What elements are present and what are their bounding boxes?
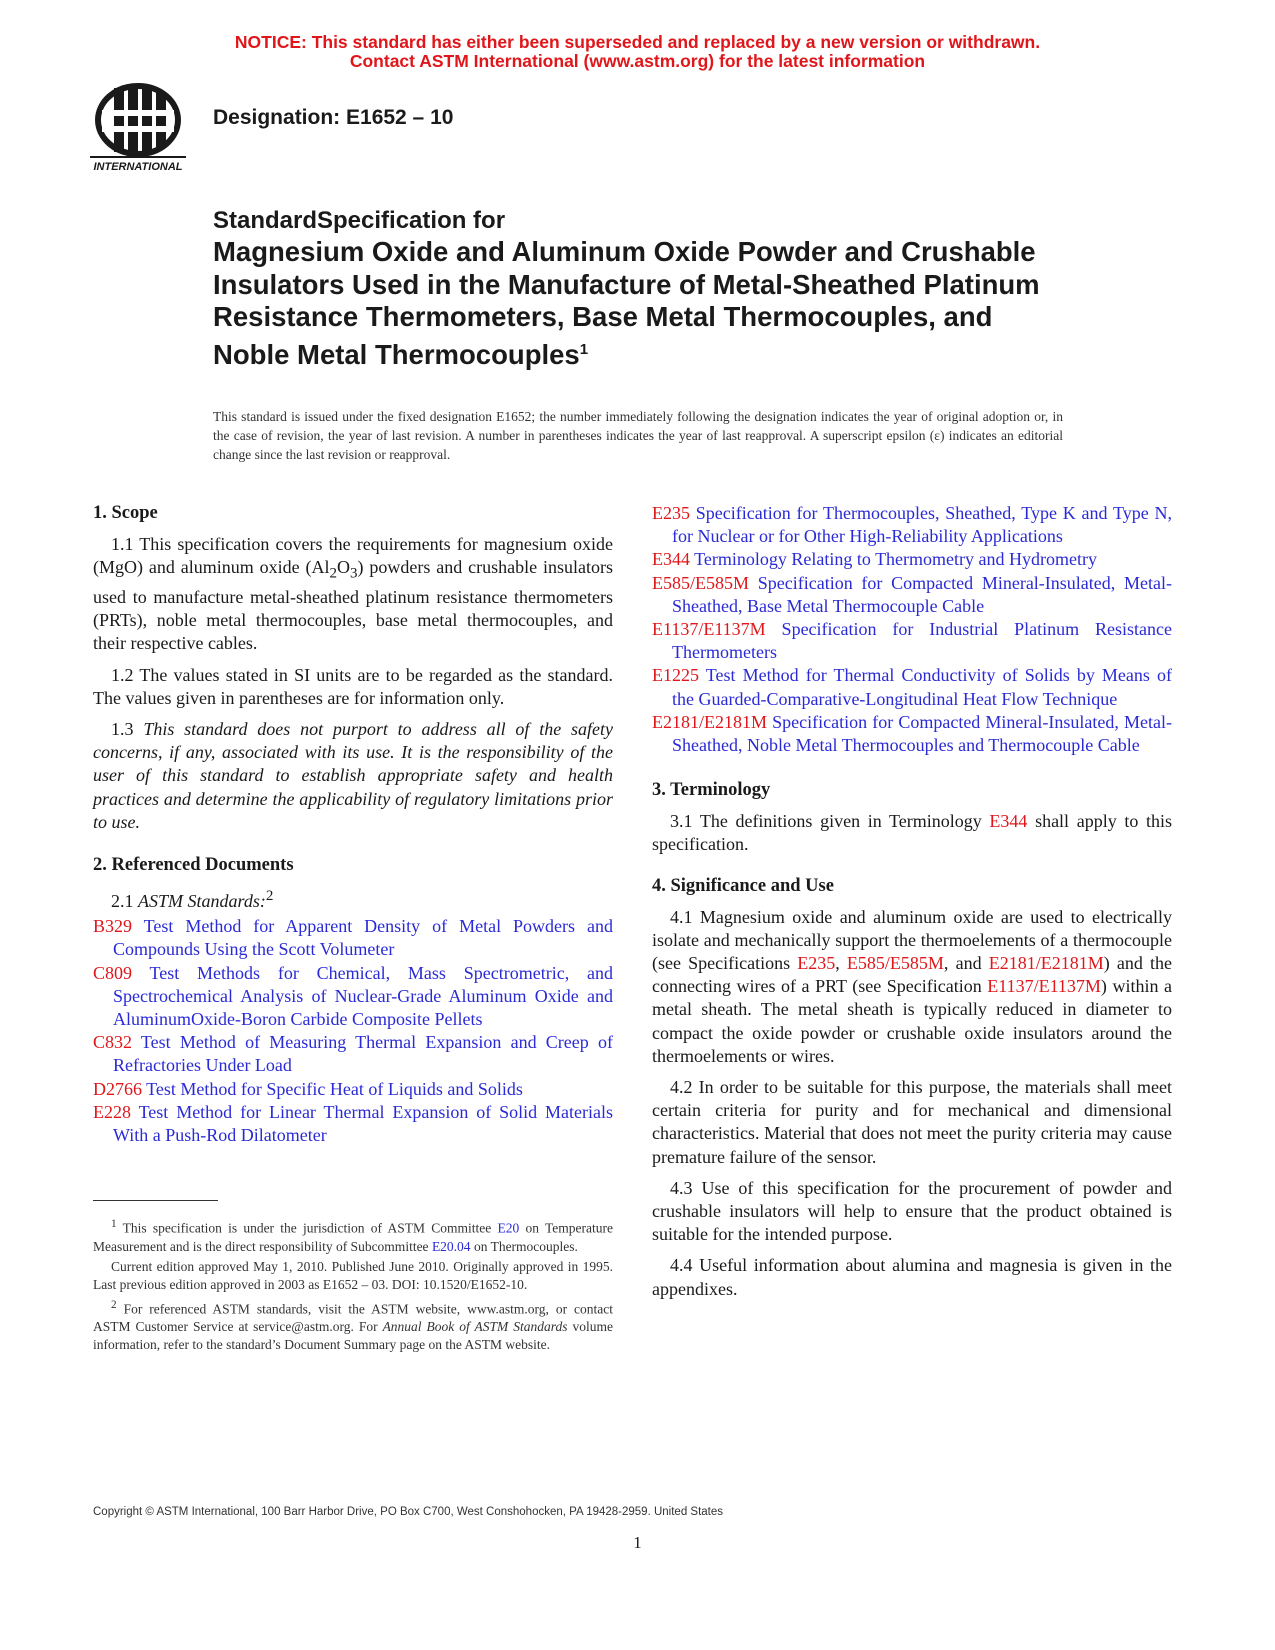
reference-item bbox=[93, 1101, 613, 1147]
subcommittee-e20-04-link[interactable]: E20.04 bbox=[431, 1238, 471, 1254]
reference-code-link[interactable]: B329 bbox=[93, 916, 133, 937]
e2181-link[interactable]: E2181/E2181M bbox=[988, 953, 1104, 974]
reference-list-left bbox=[93, 915, 613, 1147]
reference-title[interactable]: Test Method for Apparent Density of Metal Powders and Compounds Using the Scott Volumeter bbox=[113, 916, 613, 960]
footnote-2: $^2$ For referenced ASTM standards, visit the ASTM website, www.astm.org, or contact ASTM Customer Service at service@astm.org. For Annual Book of ASTM Standards volume information, refer to the standard’s Document Summary page on the ASTM website. bbox=[93, 1298, 613, 1352]
astm-logo bbox=[88, 82, 198, 174]
right-column bbox=[652, 502, 1172, 1309]
reference-item bbox=[652, 664, 1172, 710]
e235-link[interactable]: E235 bbox=[797, 953, 836, 974]
paragraph-1-3: 1.3 This standard does not purport to address all of the safety concerns, if any, associated with its use. It is the responsibility of the user of this standard to establish appropriate safety and health practices and determine the applicability of regulatory limitations prior to use. bbox=[93, 719, 614, 832]
reference-code-link[interactable]: E228 bbox=[93, 1101, 131, 1122]
reference-code-link[interactable]: E1137/E1137M bbox=[652, 619, 766, 640]
reference-title[interactable]: Test Method of Measuring Thermal Expansion and Creep of Refractories Under Load bbox=[113, 1032, 613, 1076]
footnote-1: $^1$ This specification is under the jurisdiction of ASTM Committee E20 on Temperature Measurement and is the direct responsibility of Subcommittee E20.04 on Thermocouples. bbox=[93, 1218, 613, 1254]
reference-item bbox=[652, 711, 1172, 757]
paragraph-3-1: 3.1 The definitions given in Terminology E344 shall apply to this specification. bbox=[652, 811, 1172, 855]
footnotes bbox=[93, 1215, 613, 1356]
title-main bbox=[213, 236, 1043, 371]
reference-list-right bbox=[652, 502, 1172, 757]
paragraph-1-2: 1.2 The values stated in SI units are to be regarded as the standard. The values given in parentheses are for information only. bbox=[93, 664, 613, 708]
committee-e20-link[interactable]: E20 bbox=[497, 1220, 520, 1236]
reference-code-link[interactable]: C832 bbox=[93, 1032, 133, 1053]
footnote-divider bbox=[93, 1200, 218, 1201]
reference-title[interactable]: Specification for Industrial Platinum Resistance Thermometers bbox=[672, 619, 1172, 663]
reference-item bbox=[93, 962, 613, 1032]
reference-title[interactable]: Test Methods for Chemical, Mass Spectrometric, and Spectrochemical Analysis of Nuclear-Grade Aluminum Oxide and AluminumOxide-Boron Carbide Composite Pellets bbox=[113, 962, 613, 1030]
section-2-heading: 2. Referenced Documents bbox=[93, 855, 294, 876]
paragraph-4-3: 4.3 Use of this specification for the procurement of powder and crushable insulators will help to ensure that the product obtained is suitable for the intended purpose. bbox=[652, 1177, 1172, 1245]
reference-item bbox=[93, 1031, 613, 1077]
logo-wordmark: INTERNATIONAL bbox=[93, 161, 183, 173]
paragraph-4-4: 4.4 Useful information about alumina and magnesia is given in the appendixes. bbox=[652, 1255, 1172, 1299]
reference-title[interactable]: Test Method for Specific Heat of Liquids and Solids bbox=[142, 1078, 523, 1099]
reference-code-link[interactable]: C809 bbox=[93, 962, 133, 983]
issuance-note: This standard is issued under the fixed designation E1652; the number immediately following the designation indicates the year of original adoption or, in the case of revision, the year of last revision. A number in parentheses indicates the year of last reapproval. A superscript epsilon (ε) indicates an editorial change since the last revision or reapproval. bbox=[213, 409, 1063, 462]
reference-code-link[interactable]: E235 bbox=[652, 503, 690, 523]
reference-item bbox=[652, 548, 1172, 571]
paragraph-4-1: 4.1 Magnesium oxide and aluminum oxide are used to electrically isolate and mechanically support the thermoelements of a thermocouple (see Specifications E235, E585/E585M, and E2181/E2181M) and the connecting wires of a PRT (see Specification E1137/E1137M) within a metal sheath. The metal sheath is typically reduced in diameter to compact the oxide powder or crushable oxide insulators around the thermoelements or wires. bbox=[652, 906, 1172, 1066]
document-title bbox=[213, 206, 1043, 371]
title-prefix: StandardSpecification for bbox=[213, 207, 506, 234]
page-number: 1 bbox=[633, 1533, 642, 1552]
reference-title[interactable]: Test Method for Linear Thermal Expansion of Solid Materials With a Push-Rod Dilatometer bbox=[113, 1101, 613, 1146]
paragraph-2-1: 2.1 ASTM Standards:$^2$ bbox=[111, 888, 274, 912]
reference-item bbox=[652, 502, 1172, 548]
copyright-line: Copyright © ASTM International, 100 Barr Harbor Drive, PO Box C700, West Conshohocken, PA 19428-2959. United States bbox=[93, 1506, 724, 1518]
reference-code-link[interactable]: E585/E585M bbox=[652, 572, 749, 593]
section-4-heading: 4. Significance and Use bbox=[652, 875, 834, 896]
reference-item bbox=[93, 1078, 613, 1101]
paragraph-1-1: 1.1 This specification covers the requirements for magnesium oxide (MgO) and aluminum oxide $(Al_2O_3)$ powders and crushable insulators used to manufacture metal-sheathed platinum resistance thermometers (PRTs), noble metal thermocouples, base metal thermocouples, and their respective cables. bbox=[93, 534, 613, 654]
withdrawal-notice bbox=[0, 33, 1275, 71]
section-1-heading: 1. Scope bbox=[93, 503, 158, 523]
e585-link[interactable]: E585/E585M bbox=[846, 953, 944, 974]
title-text: Magnesium Oxide and Aluminum Oxide Powder and Crushable Insulators Used in the Manufacture of Metal-Sheathed Platinum Resistance Thermometers, Base Metal Thermocouples, and Noble Metal Thermocouples bbox=[213, 236, 1040, 370]
section-3-heading: 3. Terminology bbox=[652, 780, 771, 801]
astm-logo-mark bbox=[88, 82, 198, 174]
reference-code-link[interactable]: D2766 bbox=[93, 1078, 142, 1099]
notice-line-1: NOTICE: This standard has either been superseded and replaced by a new version or withdrawn. bbox=[234, 32, 1041, 52]
e344-link[interactable]: E344 bbox=[989, 811, 1028, 832]
reference-title[interactable]: Specification for Compacted Mineral-Insulated, Metal-Sheathed, Noble Metal Thermocouples and Thermocouple Cable bbox=[672, 711, 1172, 756]
reference-title[interactable]: Terminology Relating to Thermometry and Hydrometry bbox=[690, 549, 1097, 570]
footnote-1-edition: Current edition approved May 1, 2010. Published June 2010. Originally approved in 1995. Last previous edition approved in 2003 as E1652 – 03. DOI: 10.1520/E1652-10. bbox=[93, 1258, 613, 1292]
reference-code-link[interactable]: E2181/E2181M bbox=[652, 711, 767, 732]
reference-code-link[interactable]: E344 bbox=[652, 549, 690, 570]
reference-item bbox=[652, 572, 1172, 618]
reference-item bbox=[652, 618, 1172, 664]
reference-code-link[interactable]: E1225 bbox=[652, 665, 699, 686]
e1137-link[interactable]: E1137/E1137M bbox=[987, 976, 1101, 997]
reference-title[interactable]: Test Method for Thermal Conductivity of Solids by Means of the Guarded-Comparative-Longitudinal Heat Flow Technique bbox=[672, 665, 1172, 709]
reference-title[interactable]: Specification for Thermocouples, Sheathed, Type K and Type N, for Nuclear or for Other High-Reliability Applications bbox=[672, 503, 1172, 547]
left-column bbox=[93, 502, 613, 1147]
designation: Designation: E1652 – 10 bbox=[213, 106, 454, 129]
paragraph-4-2: 4.2 In order to be suitable for this purpose, the materials shall meet certain criteria for purity and for mechanical and dimensional characteristics. Material that does not meet the purity criteria may cause premature failure of the sensor. bbox=[652, 1077, 1172, 1167]
reference-title[interactable]: Specification for Compacted Mineral-Insulated, Metal-Sheathed, Base Metal Thermocouple Cable bbox=[672, 572, 1172, 616]
reference-item bbox=[93, 915, 613, 961]
title-footnote-mark: 1 bbox=[579, 340, 589, 358]
notice-line-2: Contact ASTM International (www.astm.org) for the latest information bbox=[349, 51, 926, 71]
